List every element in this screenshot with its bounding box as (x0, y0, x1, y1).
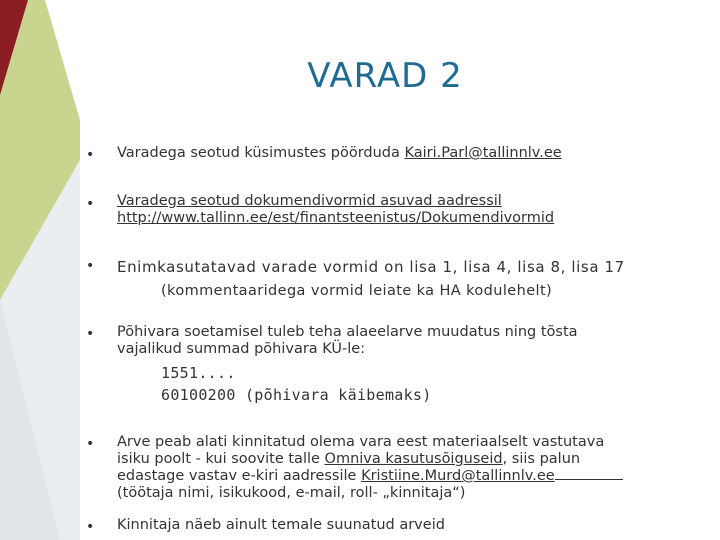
invoice-line-2-text: isiku poolt - kui soovite talle (117, 451, 325, 467)
fixed-assets-line-1: Põhivara soetamisel tuleb teha alaeelarve muudatus ning tõsta (117, 324, 578, 340)
fixed-assets-code-1: 1551.... (161, 364, 236, 382)
bullet-text-forms (117, 255, 707, 303)
forms-line-1: Enimkasutatavad varade vormid on lisa 1, lisa 4, lisa 8, lisa 17 (117, 258, 625, 276)
bullet-icon: • (86, 258, 95, 274)
bullet-text-invoice-approval (117, 434, 707, 502)
decorative-corner-shapes (0, 0, 80, 540)
omniva-rights-link[interactable]: Omniva kasutusõiguseid (324, 451, 503, 467)
invoice-line-3 (117, 468, 707, 485)
bullet-icon: • (86, 326, 95, 342)
invoice-line-4: (töötaja nimi, isikukood, e-mail, roll- „kinnitaja“) (117, 485, 466, 501)
documents-text: Varadega seotud dokumendivormid asuvad aadressil (117, 193, 502, 209)
invoice-line-3-text: edastage vastav e-kiri aadressile (117, 468, 362, 484)
fixed-assets-line-2: vajalikud summad põhivara KÜ-le: (117, 341, 366, 357)
forms-line-2: (kommentaaridega vormid leiate ka HA kodulehelt) (161, 283, 553, 299)
contact-text: Varadega seotud küsimustes pöörduda (117, 145, 405, 161)
underline-tail (555, 470, 623, 480)
bullet-text-fixed-assets (117, 324, 707, 406)
documents-url-link[interactable]: http://www.tallinn.ee/est/finantsteenistus/Dokumendivormid (117, 210, 555, 226)
approver-email-link[interactable]: Kristiine.Murd@tallinnlv.ee (361, 468, 555, 484)
bullet-icon: • (86, 147, 95, 163)
fixed-assets-code-2: 60100200 (põhivara käibemaks) (161, 386, 432, 404)
bullet-icon: • (86, 196, 95, 212)
contact-email-link[interactable]: Kairi.Parl@tallinnlv.ee (404, 145, 562, 161)
bullet-text-contact (117, 145, 707, 162)
bullet-icon: • (86, 519, 95, 535)
bullet-text-approver-view: Kinnitaja näeb ainult temale suunatud arveid (117, 517, 445, 533)
documents-line (117, 193, 707, 210)
page-title: VARAD 2 (307, 56, 463, 96)
bullet-text-documents (117, 193, 707, 227)
invoice-line-2-tail: , siis palun (502, 451, 581, 467)
bullet-icon: • (86, 436, 95, 452)
invoice-line-2 (117, 451, 707, 468)
invoice-line-1: Arve peab alati kinnitatud olema vara eest materiaalselt vastutava (117, 434, 605, 450)
